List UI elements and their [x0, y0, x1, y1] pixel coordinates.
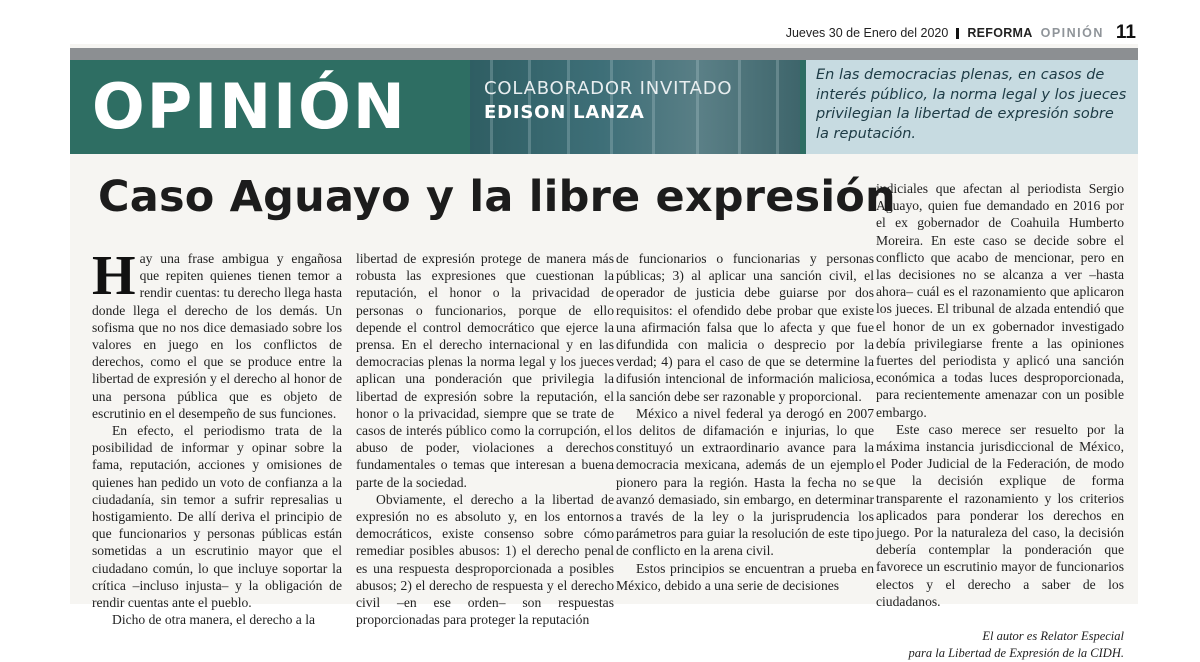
- article-column-2: [356, 250, 614, 628]
- newspaper-page: [70, 22, 1138, 661]
- paragraph: Dicho de otra manera, el derecho a la: [112, 612, 316, 628]
- paragraph: Estos principios se encuentran a prueba en México, debido a una serie de decisiones: [616, 560, 874, 593]
- section-title: OPINIÓN: [92, 70, 407, 143]
- masthead-line: [70, 22, 1138, 44]
- article-column-1: [92, 245, 342, 628]
- paragraph: libertad de expresión protege de manera más robusta las expresiones que cuestionan la reputación, el honor o la privacidad de personas o funcionarios, porque de ello depende el control democrático que ejerce la prensa. En el derecho internacional y en las democracias plenas la norma legal y los jueces aplican una ponderación que privilegia la libertad de expresión sobre la reputación, el honor o la privacidad, siempre que se trate de casos de interés público como la corrupción, el abuso de poder, violaciones a derechos fundamentales o temas que interesan a buena parte de la sociedad.: [356, 251, 614, 490]
- author-credit: [876, 628, 1124, 662]
- paragraph: de funcionarios o funcionarias y personas públicas; 3) al aplicar una sanción civil, el operador de justicia debe guiarse por dos requisitos: el ofendido debe probar que existe una afirmación falsa que lo afecta y que fue difundida con malicia o desprecio por la verdad; 4) para el caso de que se determine la difusión intencional de información maliciosa, la sanción debe ser razonable y proporcional.: [616, 251, 874, 404]
- paragraph: judiciales que afectan al periodista Sergio Aguayo, quien fue demandado en 2016 por el ex gobernador de Coahuila Humberto Moreira. En este caso se decide sobre el conflicto que acabo de mencionar, pero en las decisiones no se alcanza a ver –hasta ahora– cuál es el razonamiento que aplicaron los jueces. El tribunal de alzada entendió que el honor de un ex gobernador investigado debía privilegiarse frente a las opiniones fuertes del periodista y aplicó una sanción económica a todas luces desproporcionada, para recientemente amenazar con un posible embargo.: [876, 181, 1124, 420]
- article-column-4: [876, 180, 1124, 662]
- paragraph: Obviamente, el derecho a la libertad de expresión no es absoluto y, en los entornos democráticos, existe consenso sobre cómo remediar posibles abusos: 1) el derecho penal es una respuesta desproporcionada a posibles abusos; 2) el derecho de respuesta y el derecho civil –en ese orden– son respuestas proporcionadas para proteger la reputación: [356, 491, 614, 628]
- paragraph: Este caso merece ser resuelto por la máxima instancia jurisdiccional de México, el Poder Judicial de la Federación, de modo que la decisión explique de forma transparente el razonamiento y los criterios aplicados para ponderar los derechos en juego. Por la naturaleza del caso, la decisión debería contemplar la ponderación que favorece un escrutinio mayor de funcionarios electos y el derecho a saber de los ciudadanos.: [876, 421, 1124, 609]
- paragraph: México a nivel federal ya derogó en 2007 los delitos de difamación e injurias, lo que constituyó un extraordinario avance para la democracia mexicana, además de un ejemplo pionero para la región. Hasta la fecha no se avanzó demasiado, sin embargo, en determinar a través de la ley o la jurisprudencia los parámetros para guiar la resolución de este tipo de conflicto en la arena civil.: [616, 405, 874, 559]
- drop-cap: H: [92, 245, 136, 307]
- author-name: EDISON LANZA: [484, 102, 645, 123]
- pull-quote: En las democracias plenas, en casos de interés público, la norma legal y los jueces privilegian la libertad de expresión sobre la reputación.: [806, 60, 1138, 154]
- article-column-3: [616, 250, 874, 594]
- contributor-label: COLABORADOR INVITADO: [484, 78, 733, 99]
- section-header: [70, 60, 1138, 154]
- credit-line: para la Libertad de Expresión de la CIDH.: [908, 646, 1124, 661]
- section-name: OPINIÓN: [1040, 26, 1104, 40]
- paragraph: Hay una frase ambigua y engañosa que repiten quienes tienen temor a rendir cuentas: tu derecho llega hasta donde llega el derecho de los demás. Un sofisma que no nos dice demasiado sobre los valores en juego en los conflictos de derechos, como el que se produce entre la libertad de expresión y el derecho al honor de una persona pública que es objeto de escrutinio en el desempeño de sus funciones.: [92, 245, 342, 421]
- page-number: 11: [1115, 22, 1136, 43]
- separator-bar: [956, 28, 959, 39]
- article-headline: Caso Aguayo y la libre expresión: [98, 172, 896, 222]
- credit-line: El autor es Relator Especial: [982, 629, 1124, 644]
- publication-name: REFORMA: [967, 26, 1033, 40]
- paragraph: En efecto, el periodismo trata de la posibilidad de informar y opinar sobre la fama, reputación, acciones y omisiones de quienes han pedido un voto de confianza a la ciudadanía, sin temor a sufrir represalias u hostigamiento. De allí deriva el principio de que funcionarios y personas públicas están sometidas a un escrutinio mayor que el ciudadano común, lo que incluye soportar la crítica –incluso injusta– y la obligación de rendir cuentas ante el pueblo.: [92, 423, 342, 611]
- header-top-band: [70, 48, 1138, 60]
- issue-date: Jueves 30 de Enero del 2020: [785, 26, 949, 40]
